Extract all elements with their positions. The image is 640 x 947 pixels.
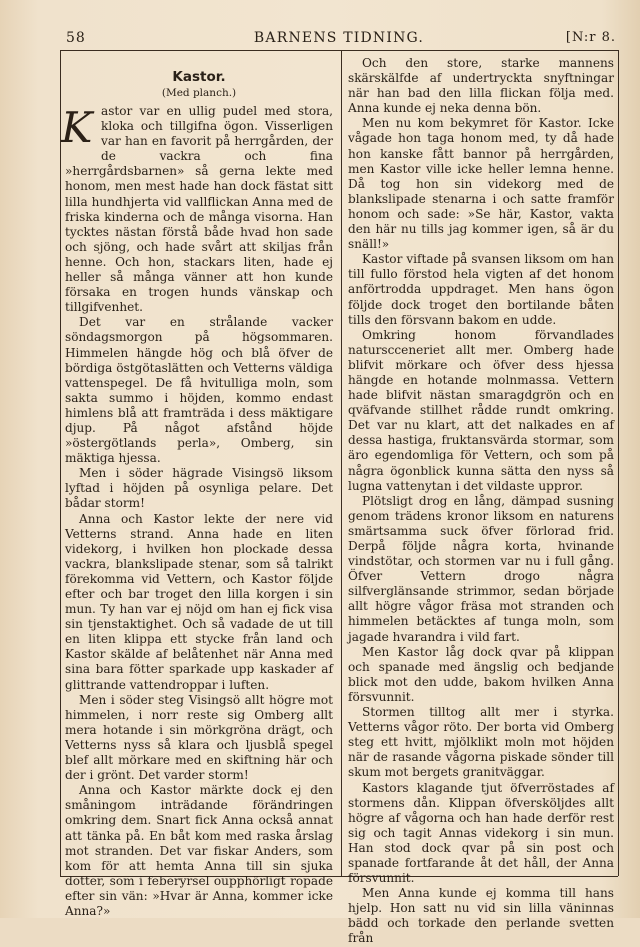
left-border [60, 50, 61, 876]
paragraph: Men i söder steg Visingsö allt högre mot himmelen, i norr reste sig Omberg allt mera hotande i sin mörkgröna drägt, och Vetterns nyss så klara och ljusblå spegel blef allt mörkare med en skiftning här och der i grönt. Det varder storm! [65, 692, 333, 783]
left-column [61, 56, 333, 918]
issue-number: [N:r 8. [565, 30, 616, 45]
article-subtitle: (Med planch.) [161, 87, 237, 99]
paragraph: Kastor viftade på svansen liksom om han till fullo förstod hela vigten af det honom anförtrodda uppdraget. Men hans ögon följde dock troget den bortilande båten tills den försvann bakom en udde. [348, 252, 614, 327]
page-number: 58 [66, 30, 86, 46]
paragraph: Och den store, starke mannens skärskälfde af undertryckta snyftningar när han bad den lilla flickan följa med. Anna kunde ej neka denna bön. [348, 56, 614, 116]
paragraph: Men nu kom bekymret för Kastor. Icke vågade hon taga honom med, ty då hade hon kanske fått bannor på herrgården, men Kastor ville icke heller lemna henne. Då tog hon sin videkorg med de blankslipade stenarna i och satte framför honom och sade: »Se här, Kastor, vakta den här nu tills jag kommer igen, så är du snäll!» [348, 116, 614, 252]
header-rule [60, 50, 618, 51]
paragraph: Stormen tilltog allt mer i styrka. Vetterns vågor röto. Der borta vid Omberg steg ett hvitt, mjölklikt moln mot höjden när de rasande vågorna piskade sönder till skum mot bergets granitväggar. [348, 705, 614, 780]
paragraph: Anna och Kastor lekte der nere vid Vetterns strand. Anna hade en liten videkorg, i hvilken hon plockade dessa vackra, blankslipade stenar, som så talrikt förekomma vid Vettern, och Kastor följde efter och bar troget den lilla korgen i sin mun. Ty han var ej nöjd om han ej fick visa sin tjenstaktighet. Och så vadade de ut till en liten klippa ett stycke från land och Kastor skälde af belåtenhet när Anna med sina bara fötter sparkade upp kaskader af glittrande vattendroppar i luften. [65, 511, 333, 692]
paragraph: Det var en strålande vacker söndagsmorgon på högsommaren. Himmelen hängde hög och blå öfver de bördiga östgötaslätten och Vetterns väldiga vattenspegel. De få hvitulliga moln, som sakta summo i höjden, kommo endast himlens blå att framträda i dess mäktigare djup. På något afstånd höjde »östergötlands perla», Omberg, sin mäktiga hjessa. [65, 315, 333, 466]
right-border [618, 50, 619, 876]
article-title: Kastor. [172, 69, 226, 85]
paragraph: Plötsligt drog en lång, dämpad susning genom trädens kronor liksom en naturens smärtsamma suck öfver förlorad frid. Derpå följde några korta, hvinande vindstötar, och stormen var nu i full gång. Öfver Vettern drogo några silfverglänsande strimmor, sedan började allt högre vågor fräsa mot stranden och himmelen betäcktes af tunga moln, som jagade hvarandra i vild fart. [348, 493, 614, 644]
column-divider [341, 50, 342, 876]
drop-cap-letter: K [61, 103, 93, 152]
paragraph: astor var en ullig pudel med stora, kloka och tillgifna ögon. Visserligen var han en favorit på herrgården, der de vackra och fina »herrgårdsbarnen» så gerna lekte med honom, men mest hade han dock fästat sitt lilla hundhjerta vid vallflickan Anna med de friska kinderna och de många visorna. Han tycktes nästan förstå både hvad hon sade och sjöng, och hade svårt att skiljas från henne. Och hon, stackars liten, hade ej heller så många vänner att hon kunde försaka en trogen hunds vänskap och tillgifvenhet. [65, 104, 333, 315]
paragraph: Omkring honom förvandlades naturscceneriet allt mer. Omberg hade blifvit mörkare och öfver dess hjessa hängde en hotande molnmassa. Vettern hade blifvit nästan smaragdgrön och en qväfvande stillhet rådde rundt omkring. Det var nu klart, att det nalkades en af dessa hastiga, fruktansvärda stormar, som äro egendomliga för Vettern, och som på några ögonblick kunna sätta den nyss så lugna vattenytan i det vildaste uppror. [348, 327, 614, 493]
paragraph: Kastors klagande tjut öfverröstades af stormens dån. Klippan öfversköljdes allt högre af vågorna och han hade derför rest sig och tagit Annas videkorg i sin mun. Han stod dock qvar på sin post och spanade fortfarande åt det håll, der Anna försvunnit. [348, 780, 614, 886]
page-header [60, 30, 618, 50]
paragraph: Men i söder hägrade Visingsö liksom lyftad i höjden på osynliga pelare. Det bådar storm! [65, 466, 333, 511]
right-column [348, 56, 614, 946]
paragraph: Men Kastor låg dock qvar på klippan och spanade med ängslig och bedjande blick mot den udde, bakom hvilken Anna försvunnit. [348, 644, 614, 704]
newspaper-title: BARNENS TIDNING. [253, 30, 425, 46]
paragraph: Anna och Kastor märkte dock ej den småningom inträdande förändringen omkring dem. Snart fick Anna också annat att tänka på. En båt kom med raska årslag mot stranden. Det var fiskar Anders, som kom för att hemta Anna till sin sjuka dotter, som i feberyrsel oupphörligt ropade efter sin vän: »Hvar är Anna, kommer icke Anna?» [65, 783, 333, 918]
paragraph: Men Anna kunde ej komma till hans hjelp. Hon satt nu vid sin lilla väninnas bädd och torkade den perlande svetten från [348, 886, 614, 946]
